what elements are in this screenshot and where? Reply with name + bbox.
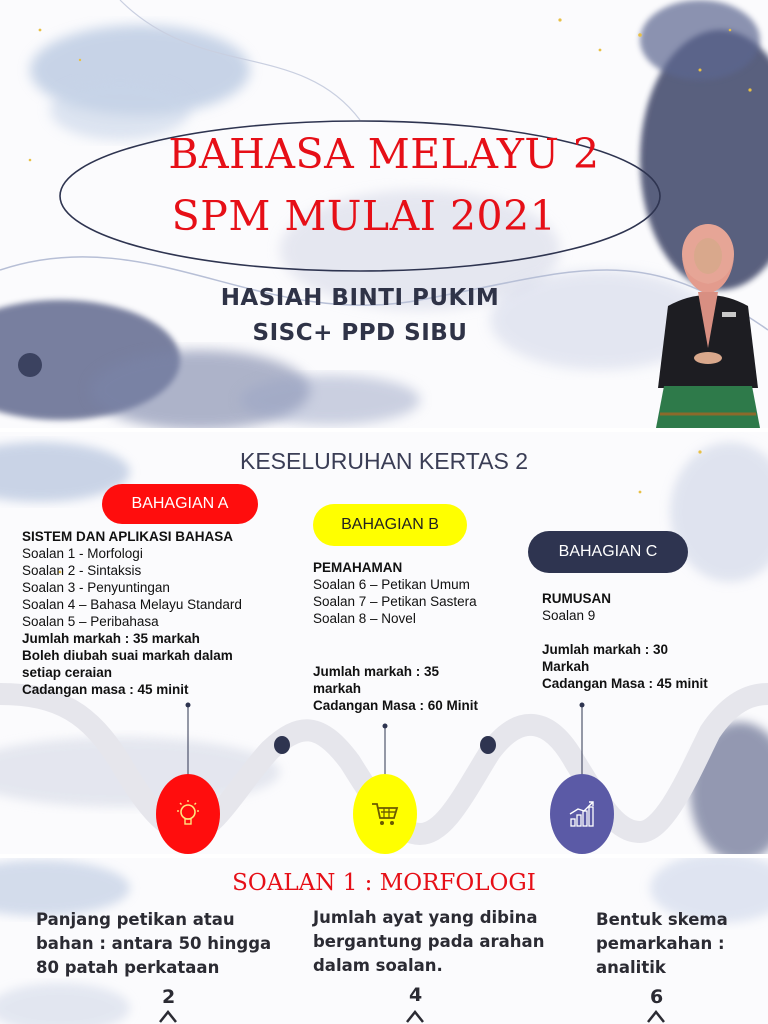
column-2-number: 4 [409,984,423,1006]
list-item: Soalan 5 – Peribahasa [22,614,159,629]
overview-slide [0,432,768,854]
column-1-text [36,908,271,980]
note: Markah [542,659,590,674]
title-slide [0,0,768,428]
list-item: Soalan 6 – Petikan Umum [313,577,470,592]
note: Cadangan masa : 45 minit [22,682,189,697]
text-line: analitik [596,958,666,977]
timeline-dot [274,736,290,754]
list-item: Soalan 3 - Penyuntingan [22,580,170,595]
bahagian-b-bullet [353,774,417,854]
question-heading: SOALAN 1 : MORFOLOGI [232,870,536,896]
text-line: pemarkahan : [596,934,725,953]
bahagian-b-pill: BAHAGIAN B [313,504,467,546]
column-3-number: 6 [650,986,664,1008]
timeline-dot [480,736,496,754]
text-line: Bentuk skema [596,910,728,929]
bahagian-c-bullet [550,774,614,854]
note: Boleh diubah suai markah dalam [22,648,233,663]
note: Cadangan Masa : 45 minit [542,676,708,691]
list-item: Soalan 2 - Sintaksis [22,563,142,578]
presenter-photo [650,218,768,428]
arrow-markers [0,1008,768,1024]
bahagian-a-bullet [156,774,220,854]
column-1-number: 2 [162,986,176,1008]
note: Jumlah markah : 35 [313,664,440,679]
note: setiap ceraian [22,665,113,680]
up-arrow-icon [648,1012,664,1022]
title-line-2: SPM MULAI 2021 [171,192,557,240]
lightbulb-icon [173,798,203,830]
text-line: Panjang petikan atau [36,910,235,929]
list-item: Soalan 8 – Novel [313,611,416,626]
list-item: Soalan 4 – Bahasa Melayu Standard [22,597,242,612]
presenter-org: SISC+ PPD SIBU [252,320,468,346]
column-2-text [313,906,544,978]
text-line: bergantung pada arahan [313,932,545,951]
bahagian-c-pill: BAHAGIAN C [528,531,688,573]
note: Cadangan Masa : 60 Minit [313,698,479,713]
overview-heading: KESELURUHAN KERTAS 2 [239,448,529,474]
note: Jumlah markah : 30 [542,642,669,657]
bahagian-a-pill: BAHAGIAN A [102,484,258,524]
text-line: dalam soalan. [313,956,443,975]
list-item: Soalan 1 - Morfologi [22,546,143,561]
text-line: 80 patah perkataan [36,958,220,977]
list-item: Soalan 9 [542,608,596,623]
text-line: bahan : antara 50 hingga [36,934,272,953]
shopping-cart-icon [369,799,401,829]
bahagian-a-title: SISTEM DAN APLIKASI BAHASA [22,529,234,544]
growth-chart-icon [566,799,598,829]
text-line: Jumlah ayat yang dibina [313,908,538,927]
bahagian-c-title: RUMUSAN [542,591,611,606]
question-slide [0,858,768,1024]
up-arrow-icon [407,1012,423,1022]
presenter-name: HASIAH BINTI PUKIM [220,285,500,311]
column-3-text [596,908,728,980]
list-item: Soalan 7 – Petikan Sastera [313,594,477,609]
title-line-1: BAHASA MELAYU 2 [168,130,600,178]
note: markah [313,681,362,696]
up-arrow-icon [160,1012,176,1022]
note: Jumlah markah : 35 markah [22,631,200,646]
bahagian-b-title: PEMAHAMAN [313,560,403,575]
